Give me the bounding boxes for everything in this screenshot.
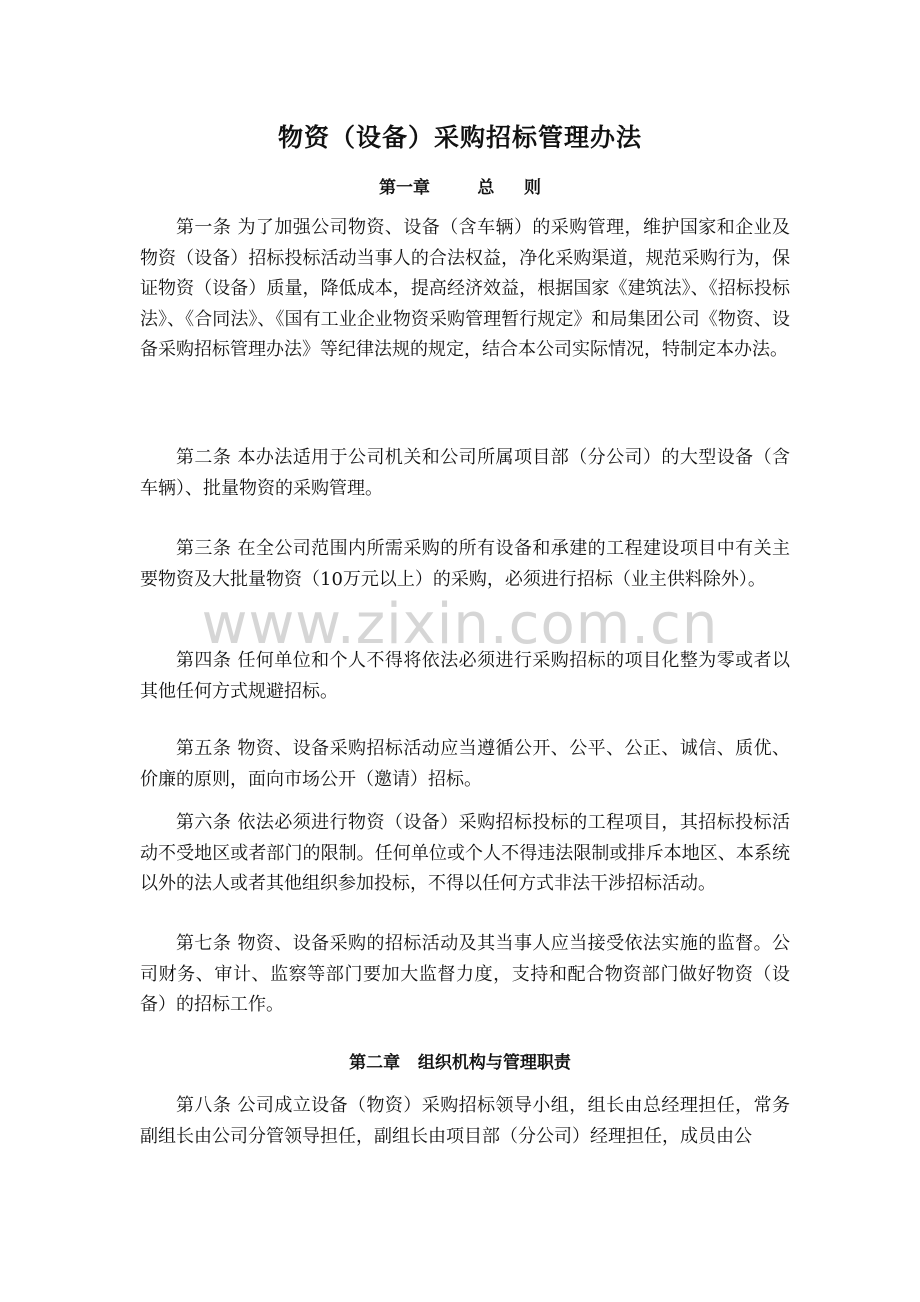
article-5: 第五条 物资、设备采购招标活动应当遵循公开、公平、公正、诚信、质优、价廉的原则，面向市场公开（邀请）招标。 <box>140 738 790 790</box>
watermark: www.zixin.com.cn <box>201 592 719 657</box>
chapter-heading-1: 第一章 总 则 <box>379 178 541 198</box>
chapter-heading-2: 第二章 组织机构与管理职责 <box>349 1053 571 1073</box>
article-3: 第三条 在全公司范围内所需采购的所有设备和承建的工程建设项目中有关主要物资及大批量物资（10万元以上）的采购，必须进行招标（业主供料除外）。 <box>140 538 790 590</box>
article-6: 第六条 依法必须进行物资（设备）采购招标投标的工程项目，其招标投标活动不受地区或者部门的限制。任何单位或个人不得违法限制或排斥本地区、本系统以外的法人或者其他组织参加投标，不得以任何方式非法干涉招标活动。 <box>140 812 790 894</box>
article-1: 第一条 为了加强公司物资、设备（含车辆）的采购管理，维护国家和企业及物资（设备）招标投标活动当事人的合法权益，净化采购渠道，规范采购行为，保证物资（设备）质量，降低成本，提高经济效益，根据国家《建筑法》、《招标投标法》、《合同法》、《国有工业企业物资采购管理暂行规定》和局集团公司《物资、设备采购招标管理办法》等纪律法规的规定，结合本公司实际情况，特制定本办法。 <box>140 217 790 360</box>
article-4: 第四条 任何单位和个人不得将依法必须进行采购招标的项目化整为零或者以其他任何方式规避招标。 <box>140 650 790 702</box>
article-7: 第七条 物资、设备采购的招标活动及其当事人应当接受依法实施的监督。公司财务、审计、监察等部门要加大监督力度，支持和配合物资部门做好物资（设备）的招标工作。 <box>140 933 790 1015</box>
article-8: 第八条 公司成立设备（物资）采购招标领导小组，组长由总经理担任，常务副组长由公司分管领导担任，副组长由项目部（分公司）经理担任，成员由公 <box>140 1095 790 1147</box>
document-title: 物资（设备）采购招标管理办法 <box>277 123 642 152</box>
article-2: 第二条 本办法适用于公司机关和公司所属项目部（分公司）的大型设备（含车辆）、批量物资的采购管理。 <box>140 447 790 499</box>
